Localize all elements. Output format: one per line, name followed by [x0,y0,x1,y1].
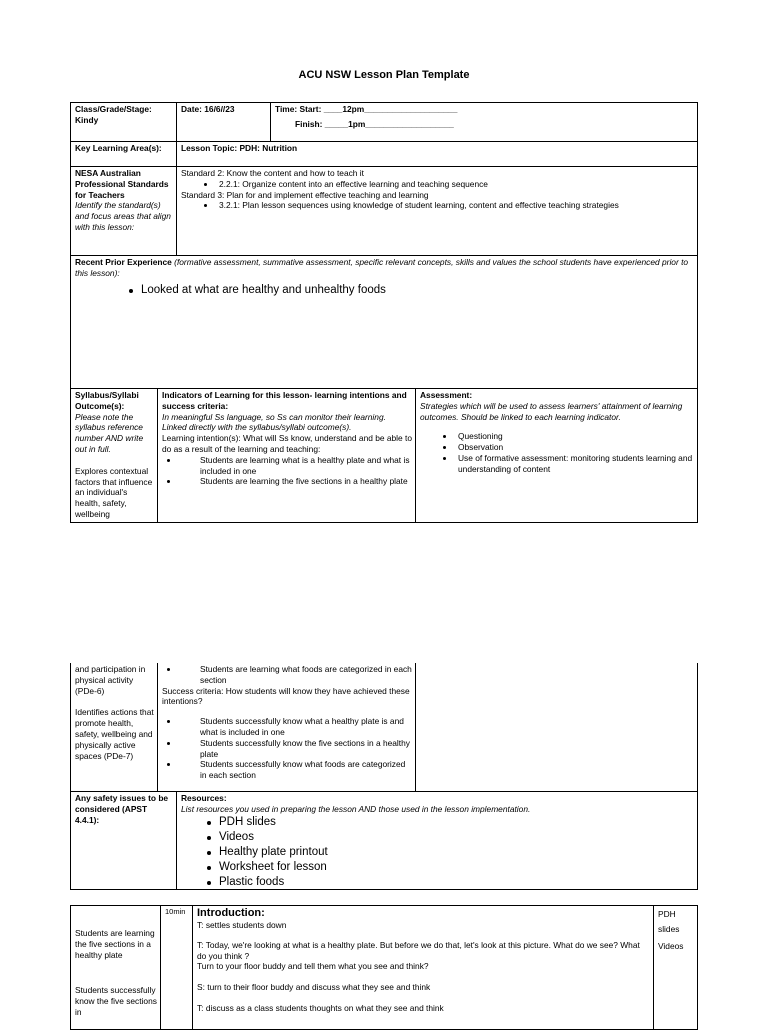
assessment-item: Questioning [438,431,694,442]
resource-item: Worksheet for lesson [205,860,694,875]
assessment-cell [415,388,698,523]
key-learning-cell [70,141,177,167]
indicators-cont-cell [157,663,416,792]
standard-2: Standard 2: Know the content and how to teach it [181,168,364,178]
resource-item: Healthy plate printout [205,845,694,860]
key-learning-label: Key Learning Area(s): [75,143,162,153]
resources-note: List resources you used in preparing the lesson AND those used in the lesson implementation. [181,803,531,814]
assessment-item: Use of formative assessment: monitoring students learning and understanding of content [438,453,694,475]
lesson-success: Students successfully know the five sections in [75,985,157,1017]
safety-label: Any safety issues to be considered (APST 4.4.1): [75,793,169,825]
assessment-item: Observation [438,442,694,453]
resources-cell [176,791,698,890]
success-intro: Success criteria: How students will know they have achieved these intentions? [162,685,410,707]
syllabus-cell [70,388,158,523]
assessment-cont-cell [415,663,698,792]
lesson-line: T: Today, we're looking at what is a healthy plate. But before we do that, let's look at this picture. What do we see? What do you think ? [197,939,640,961]
lesson-resource: PDH slides [658,909,680,934]
indicators-note: In meaningful Ss language, so Ss can monitor their learning. Linked directly with the syllabus/syllabi outcome(s). [162,411,386,433]
lesson-outcomes-cell [70,905,161,1030]
lesson-time: 10min [165,907,186,916]
success-item: Students successfully know what foods are categorized in each section [162,759,412,781]
standard-3-focus: 3.2.1: Plan lesson sequences using knowledge of student learning, content and effective teaching strategies [199,200,694,211]
time-cell [270,102,698,142]
prior-note: (formative assessment, summative assessment, specific relevant concepts, skills and values the school students have experienced prior to this lesson): [75,257,689,278]
resource-item: PDH slides [205,815,694,830]
date-value: Date: 16/6//23 [181,104,235,114]
success-item: Students successfully know the five sections in a healthy plate [162,738,412,760]
introduction-heading: Introduction: [197,907,265,919]
class-grade-cell [70,102,177,142]
standards-content-cell [176,166,698,256]
lesson-time-cell [160,905,193,1030]
lesson-topic: Lesson Topic: PDH: Nutrition [181,143,298,153]
syllabus-note: Please note the syllabus reference number AND write out in full. [75,411,144,454]
time-finish: Finish: _____1pm___________________ [295,118,454,129]
lesson-line: T: discuss as a class students thoughts on what they see and think [197,1002,444,1013]
prior-heading: Recent Prior Experience [75,257,172,267]
intentions-intro: Learning intention(s): What will Ss know, understand and be able to do as a result of the learning and teaching: [162,433,413,454]
page-title: ACU NSW Lesson Plan Template [298,69,470,81]
success-item: Students successfully know what a healthy plate is and what is included in one [162,716,412,738]
lesson-content-cell [192,905,654,1030]
standard-2-focus: 2.2.1: Organize content into an effective learning and teaching sequence [199,179,694,190]
syllabus-heading: Syllabus/Syllabi Outcome(s): [75,390,139,411]
lesson-resources-cell [653,905,698,1030]
standard-3: Standard 3: Plan for and implement effective teaching and learning [181,189,429,200]
standards-heading: NESA Australian Professional Standards for Teachers [75,168,169,200]
lesson-line: S: turn to their floor buddy and discuss what they see and think [197,982,431,993]
assessment-note: Strategies which will be used to assess learners' attainment of learning outcomes. Should be linked to each learning indicator. [420,400,683,422]
syllabus-outcome-1: Explores contextual factors that influence an individual's health, safety, wellbeing [75,465,153,519]
intention-item: Students are learning what foods are categorized in each section [162,664,412,686]
time-start: Time: Start: ____12pm____________________ [275,104,458,114]
prior-item: Looked at what are healthy and unhealthy foods [127,283,694,298]
date-cell [176,102,271,142]
class-grade-value: Kindy [75,114,99,125]
intention-item: Students are learning the five sections in a healthy plate [162,476,412,487]
intention-item: Students are learning what is a healthy plate and what is included in one [162,455,412,477]
lesson-line: T: settles students down [197,920,287,930]
lesson-topic-cell [176,141,698,167]
syllabus-cont-cell [70,663,158,792]
syllabus-outcome-1-cont: and participation in physical activity (PDe-6) [75,664,146,696]
standards-note: Identify the standard(s) and focus areas that align with this lesson: [75,200,171,232]
standards-label-cell [70,166,177,256]
resources-heading: Resources: [181,793,227,803]
assessment-heading: Assessment: [420,390,473,400]
lesson-resource: Videos [658,941,684,951]
class-grade-label: Class/Grade/Stage: [75,104,152,114]
syllabus-outcome-2: Identifies actions that promote health, safety, wellbeing and physically active spaces (PDe-7) [75,707,154,761]
safety-cell [70,791,177,890]
lesson-intention: Students are learning the five sections in a healthy plate [75,928,155,960]
lesson-line: Turn to your floor buddy and tell them what you see and think? [197,961,429,972]
indicators-heading: Indicators of Learning for this lesson- learning intentions and success criteria: [162,390,407,411]
resource-item: Videos [205,830,694,845]
indicators-cell [157,388,416,523]
resource-item: Plastic foods [205,875,694,890]
prior-experience-cell [70,255,698,389]
